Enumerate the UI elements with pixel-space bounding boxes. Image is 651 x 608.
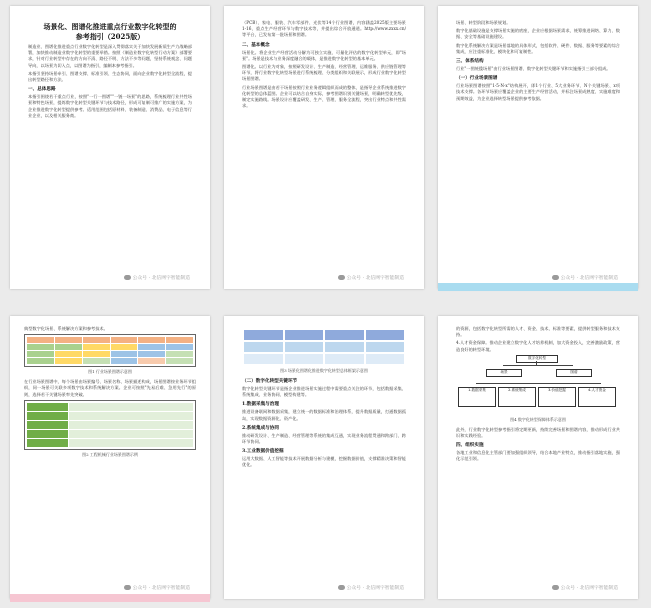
figure-cell	[325, 354, 364, 364]
body-paragraph: 推进设备联网和数据采集，建立统一的数据标准和治理体系，提升数据质量，打通数据孤岛，实现数据资源化、资产化。	[242, 409, 406, 421]
figure-cell	[55, 344, 82, 350]
figure-cell	[325, 330, 364, 340]
figure-cell	[366, 354, 405, 364]
section-heading: 一、总体思路	[28, 87, 56, 93]
diagram-connector	[476, 383, 601, 384]
wechat-icon	[338, 275, 345, 280]
item-heading: 1.数据采集与治理	[242, 402, 279, 408]
figure-cell	[55, 358, 82, 364]
figure-cell	[111, 337, 138, 343]
intro-paragraph-1: 制造业、图谱化推进重点行业数字化转型是深入贯彻落实关于加快发展新质生产力战略部署，加快推动制造业数字化转型的重要举措。按照《制造业数字化转型行动方案》部署要求，针对行业转型中存在的方向不清、路径不明、方法不多等问题，坚持系统观念、问题导向，以场景为切入点，以图谱为指引，编制本参考指引。	[28, 44, 192, 68]
figure-cell	[55, 351, 82, 357]
figure-cell	[69, 421, 193, 429]
document-page-3[interactable]	[438, 6, 638, 289]
wechat-icon	[552, 275, 559, 280]
body-paragraph: 推动研发设计、生产制造、经营管理等系统的集成互通，实现业务流程贯通和跨部门、跨环节协同。	[242, 432, 406, 445]
section-heading: 四、组织实施	[456, 443, 484, 449]
body-paragraph: 在行业场景图谱中，每个场景由场景编号、场景名称、场景描述构成，场景图谱按业务环节组织，同一场景可关联多项数字技术和系统解决方案。企业可按照"先易后难、急用先行"的原则，选择若干关键场景率先突破。	[24, 379, 196, 397]
figure-cell	[244, 354, 283, 364]
figure-cell	[83, 344, 110, 350]
watermark	[338, 584, 404, 591]
figure-cell	[27, 351, 54, 357]
figure-cell	[27, 344, 54, 350]
figure-caption: 图4 数字化转型保障体系示意图	[510, 416, 566, 422]
figure-cell	[69, 430, 193, 438]
figure-cell	[27, 430, 68, 438]
figure-caption: 图1 行业场景图谱示意图	[88, 369, 132, 375]
scene-map-figure-2	[24, 400, 196, 450]
body-paragraph: 各地工业和信息化主管部门要加强组织领导，结合本地产业特点，推动指引落地实施，强化示范引领。	[456, 450, 620, 462]
wechat-icon	[124, 585, 131, 590]
diagram-box: 1.数据采集	[458, 387, 496, 407]
wechat-icon	[124, 275, 131, 280]
figure-cell	[166, 351, 193, 357]
diagram-box: 图谱	[556, 369, 592, 377]
body-paragraph: 运用大数据、人工智能等技术开展数据分析与建模，挖掘数据价值，支撑精准决策和智能优化。	[242, 456, 406, 468]
section-heading: 三、体系结构	[456, 59, 484, 65]
body-paragraph: 图谱化。以行业为对象，按照研发设计、生产制造、经营管理、运维服务、供应链管理等环节，将行业数字化转型场景进行系统梳理、分类组织和关联展示，形成行业数字化转型场景图谱。	[242, 64, 406, 82]
document-title	[16, 22, 204, 42]
title-line-2: 参考指引（2025版）	[75, 32, 145, 41]
body-paragraph: 的资源，包括数字化转型所需的人才、资金、技术、标准等要素，提供转型服务和技术支持。	[456, 326, 620, 338]
figure-cell	[55, 337, 82, 343]
scene-map-figure-1	[24, 334, 196, 367]
diagram-box: 2.系统集成	[498, 387, 536, 407]
figure-cell	[366, 342, 405, 352]
watermark-text: 公众号 · 北信网字智能制造	[560, 586, 618, 591]
diagram-root-box: 数字化转型	[516, 355, 558, 363]
highlight-strip-pink	[10, 594, 210, 602]
item-heading: 2.系统集成与协同	[242, 425, 279, 431]
figure-cell	[69, 412, 193, 420]
body-paragraph: 典型数字化场景、系统解决方案和参考技术。	[24, 326, 108, 331]
figure-cell	[166, 337, 193, 343]
figure-cell	[111, 358, 138, 364]
body-paragraph: 4.人才资金保障。推动企业建立数字化人才培养机制，加大资金投入，完善激励政策，营造良好的转型环境。	[456, 340, 620, 352]
figure-cell	[27, 439, 68, 447]
figure-cell	[285, 342, 324, 352]
body-paragraph: 此外，行业数字化转型参考指引将定期更新，持续完善场景和图谱内容，推动形成行业共识和实践经验。	[456, 426, 620, 439]
figure-cell	[138, 344, 165, 350]
watermark	[552, 274, 618, 281]
figure-cell	[244, 342, 283, 352]
figure-cell	[366, 330, 405, 340]
watermark-text: 公众号 · 北信网字智能制造	[346, 586, 404, 591]
diagram-connector	[503, 365, 573, 366]
document-page-2[interactable]	[224, 6, 424, 289]
figure-cell	[285, 354, 324, 364]
figure-cell	[138, 358, 165, 364]
figure-caption: 图2 工程机械行业场景图谱示例	[82, 451, 138, 457]
body-paragraph: （PCB）、家电、服装、汽车零部件、光伏等14个行业图谱，内容涵盖2025版主要场景1-16、重点生产经营环节与数字技术等，并提出综合开放通道。http://www.zxxx.cn/ 等平台，已发布第一批场景和图谱。	[242, 20, 406, 38]
figure-cell	[138, 351, 165, 357]
figure-cell	[111, 344, 138, 350]
watermark	[124, 274, 190, 281]
figure-cell	[69, 439, 193, 447]
figure-caption: 图3 场景化图谱化推进数字化转型总体框架示意图	[280, 368, 368, 373]
highlight-strip-blue	[438, 283, 638, 291]
body-paragraph: 本指引围绕若干重点行业，按照"一行一图谱""一链一场景"的思路，系统梳理行业共性场景和特色场景，提炼数字化转型关键环节与技术路径，形成可复制可推广的实施方案，为企业推进数字化转型提供参考。适用范围包括原材料、装备制造、消费品、电子信息等行业企业，以及相关服务商。	[28, 94, 192, 118]
figure-cell	[83, 351, 110, 357]
title-line-1: 场景化、图谱化推进重点行业数字化转型的	[43, 22, 177, 31]
item-heading: 3.工业数据价值挖掘	[242, 449, 284, 455]
watermark	[552, 584, 618, 591]
section-heading: 二、基本概念	[242, 42, 270, 48]
figure-cell	[69, 403, 193, 411]
watermark-text: 公众号 · 北信网字智能制造	[560, 276, 618, 281]
figure-cell	[83, 358, 110, 364]
figure-cell	[27, 412, 68, 420]
figure-cell	[27, 337, 54, 343]
watermark-text: 公众号 · 北信网字智能制造	[346, 276, 404, 281]
body-paragraph: 数字化系统解决方案是场景落地的具体形式，包括软件、硬件、数据、服务等要素的综合集成，应注重标准化、模块化和可复制性。	[456, 42, 620, 54]
figure-cell	[27, 358, 54, 364]
figure-cell	[166, 358, 193, 364]
figure-cell	[166, 344, 193, 350]
diagram-box: 场景	[486, 369, 522, 377]
intro-paragraph-2: 本指引坚持场景牵引、图谱支撑、标准引领、生态协同，面向企业数字化转型全流程，提出转型路径和方法。	[28, 70, 192, 83]
body-paragraph: 场景、转型阶段和场景规划。	[456, 20, 511, 25]
wechat-icon	[552, 585, 559, 590]
wechat-icon	[338, 585, 345, 590]
subsection-heading: （一）行业场景图谱	[456, 76, 498, 82]
watermark-text: 公众号 · 北信网字智能制造	[132, 276, 190, 281]
framework-figure	[242, 328, 406, 366]
figure-cell	[83, 337, 110, 343]
subsection-heading: （二）数字化转型关键环节	[242, 379, 298, 384]
figure-cell	[138, 337, 165, 343]
support-diagram	[456, 355, 620, 415]
body-paragraph: 行业场景图谱是由若干场景按照行业业务逻辑组织而成的整体，是指导企业系统推进数字化转型的总体蓝图。企业可以结合自身实际，参考图谱识别关键场景，明确转型优先级，制定实施路线。场景设计应覆盖研发、生产、管理、服务全流程，突出行业特点和共性需求。	[242, 84, 406, 109]
body-paragraph: 数字化转型关键环节是指企业推进场景实施过程中需要重点关注的环节，包括数据采集、系统集成、业务协同、模型构建等。	[242, 386, 406, 398]
document-page-1[interactable]	[10, 6, 210, 289]
figure-cell	[111, 351, 138, 357]
document-page-4[interactable]	[10, 316, 210, 599]
document-page-6[interactable]	[438, 316, 638, 599]
diagram-box: 3.价值挖掘	[538, 387, 576, 407]
figure-cell	[27, 403, 68, 411]
body-paragraph: 行业场景图谱按照"1-5-N-x"结构展开，即1个行业、5大业务环节、N个关键场景、x项技术支撑。各环节场景应覆盖企业的主要生产经营活动，并标注场景成熟度、实施难度和预期效益，为企业选择转型场景提供参考依据。	[456, 83, 620, 101]
diagram-box: 4.人才资金	[578, 387, 616, 407]
body-paragraph: 场景化。将企业生产经营活动分解为可独立实施、可量化评估的数字化转型单元，即"场景"。场景是技术与业务深度融合的载体，是推进数字化转型的基本单元。	[242, 49, 406, 61]
body-paragraph: 行业"一图统揽场景"由行业场景图谱、数字化转型关键环节和实施指引三部分组成。	[456, 66, 611, 72]
body-paragraph: 数字化基础设施是支撑场景实施的底座，企业应根据场景需求，统筹推进网络、算力、数据、安全等基础设施建设。	[456, 28, 620, 40]
figure-cell	[244, 330, 283, 340]
figure-cell	[325, 342, 364, 352]
figure-cell	[285, 330, 324, 340]
document-page-5[interactable]	[224, 316, 424, 599]
watermark	[124, 584, 190, 591]
watermark	[338, 274, 404, 281]
figure-cell	[27, 421, 68, 429]
watermark-text: 公众号 · 北信网字智能制造	[132, 586, 190, 591]
